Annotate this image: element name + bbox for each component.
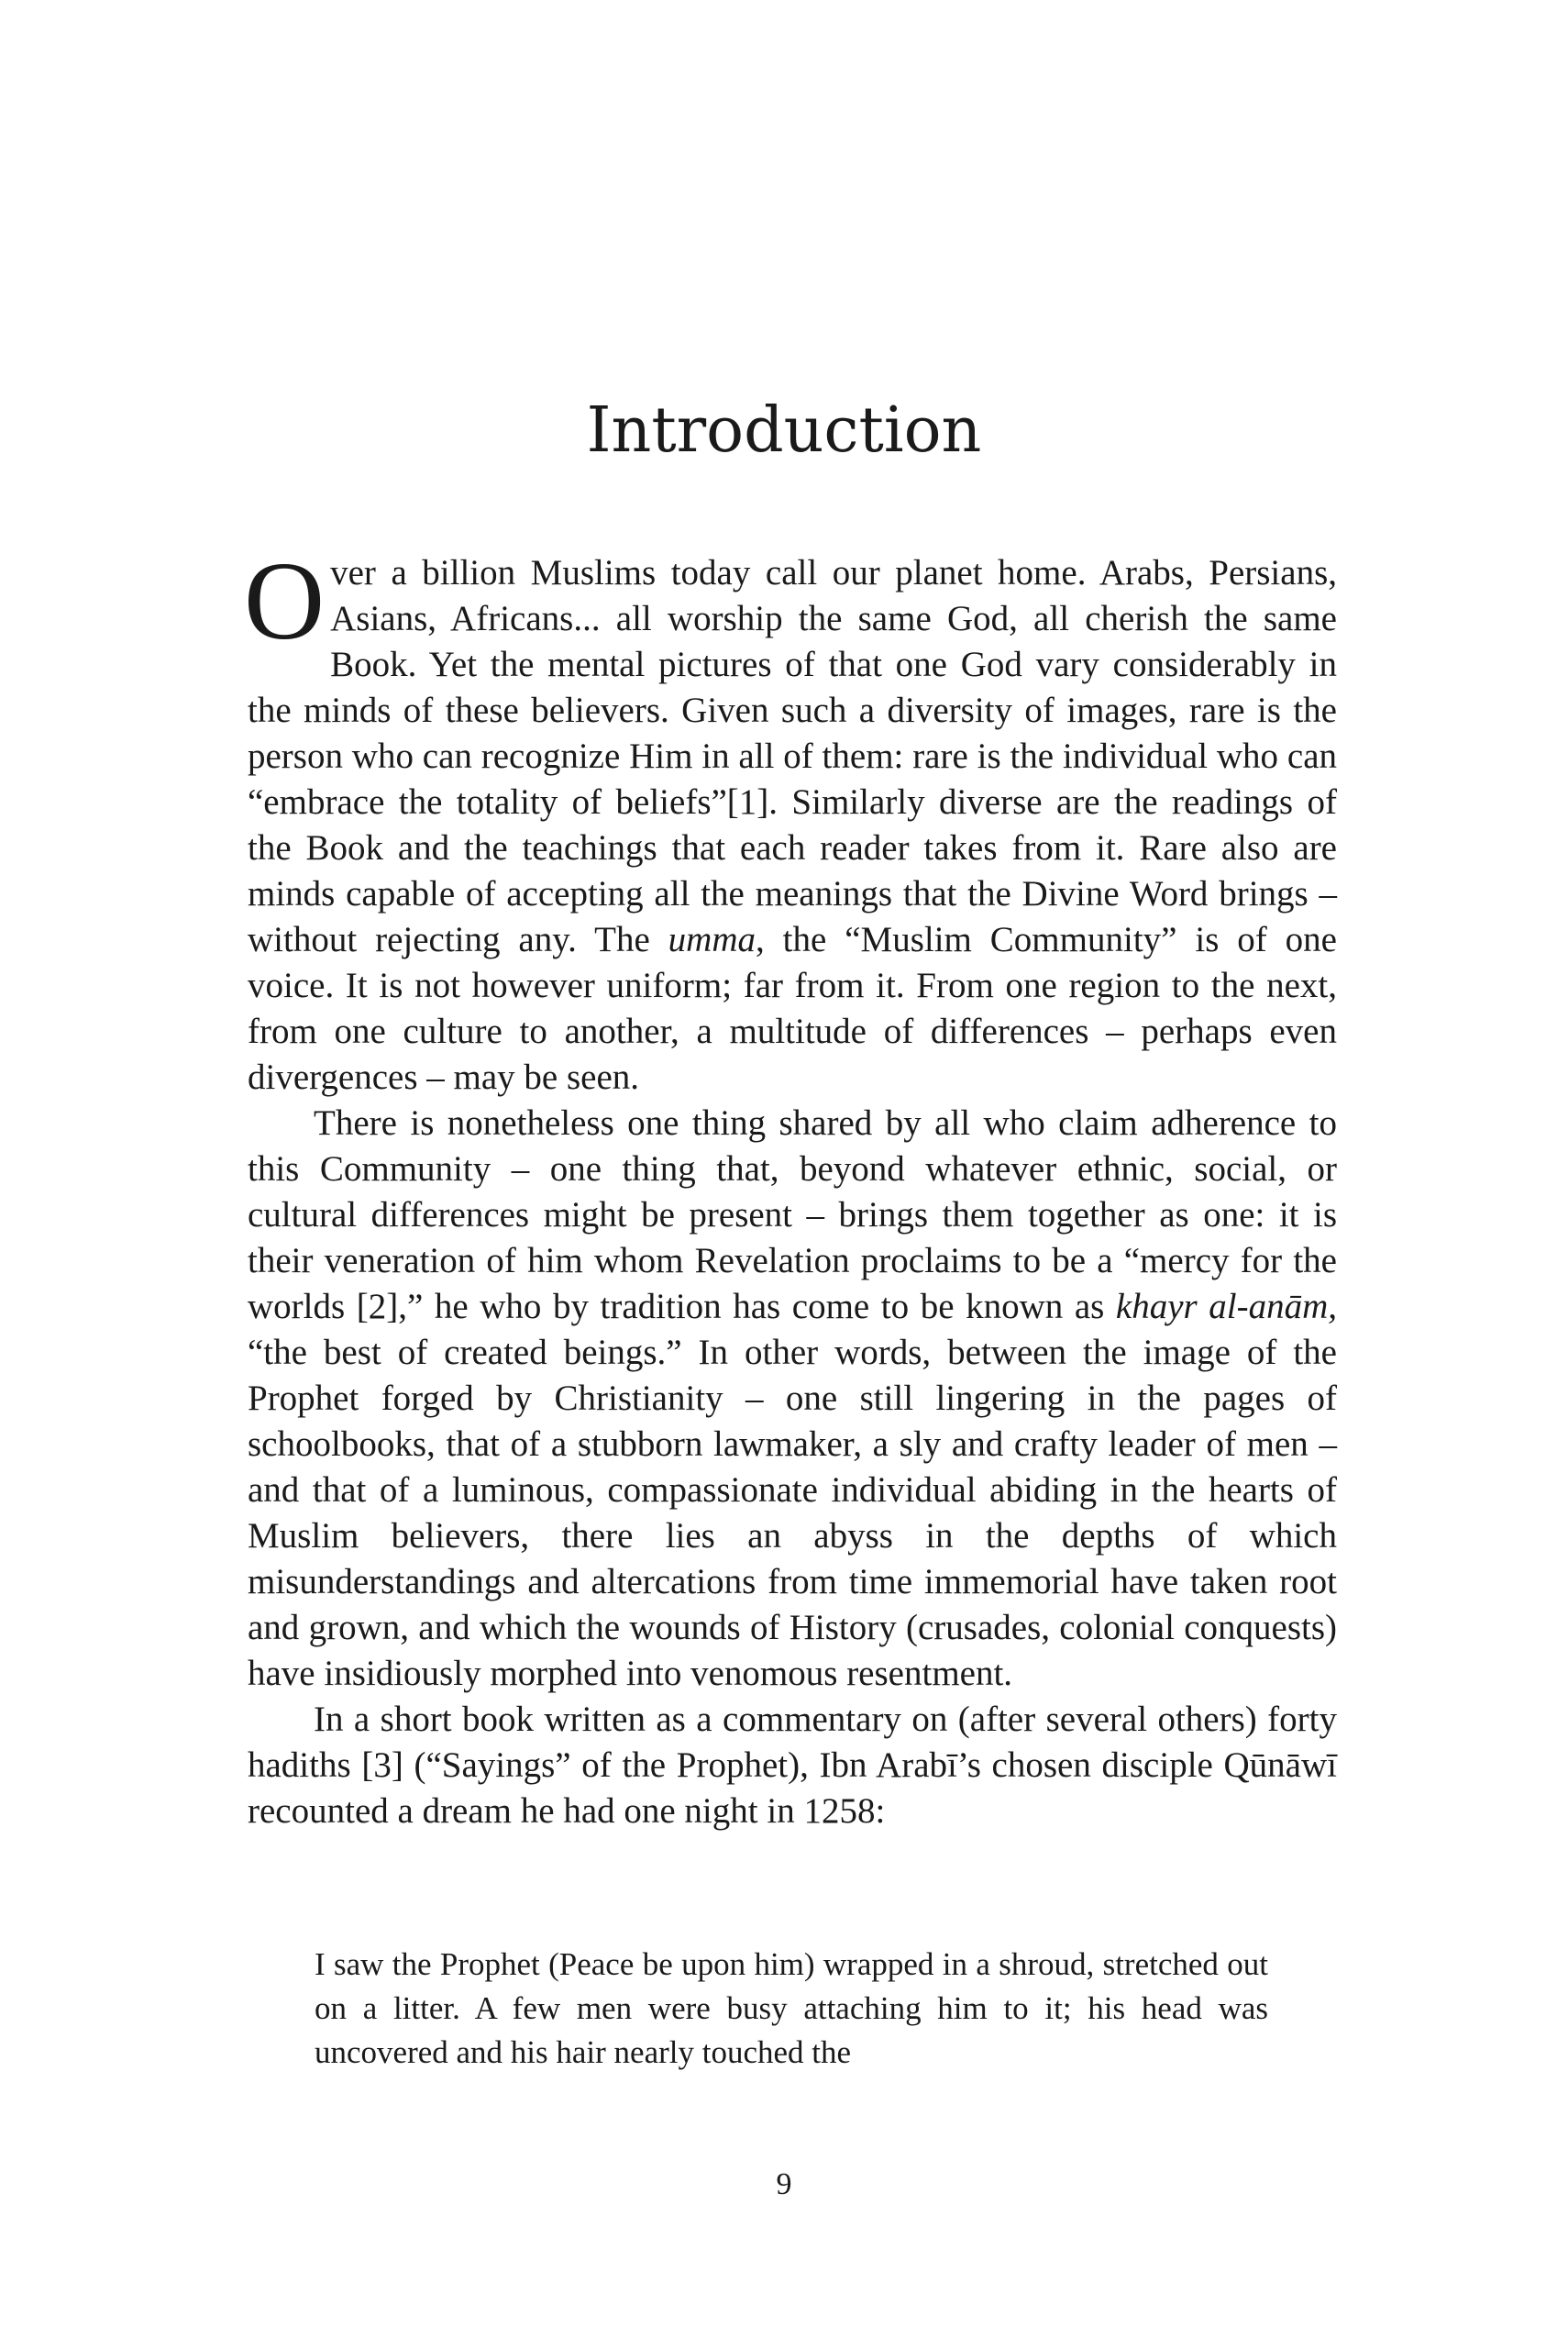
chapter-title: Introduction [586, 394, 982, 467]
drop-cap: O [244, 539, 326, 663]
term-umma: umma [668, 920, 756, 959]
term-khayr-al-anam: khayr al-anām, [1115, 1287, 1337, 1326]
block-quote-text: I saw the Prophet (Peace be upon him) wrapped in a shroud, stretched out on a litter. A few men were busy attaching him to it; his head was uncovered and his hair nearly touched the [315, 1946, 1268, 2070]
body-text [244, 539, 1337, 1834]
block-quote [315, 1943, 1268, 2075]
paragraph-2-text-a: There is nonetheless one thing shared by all who claim adherence to this Community – one thing that, beyond whatever ethnic, social, or cultural differences might be present – brings them together as one: it is their veneration of him whom Revelation proclaims to be a “mercy for the worlds [2],” he who by tradition has come to be known as [248, 1103, 1337, 1326]
paragraph-3: In a short book written as a commentary on (after several others) forty hadiths [3] (“Sayings” of the Prophet), Ibn Arabī’s chosen disciple Qūnāwī recounted a dream he had one night in 1258: [248, 1700, 1337, 1831]
paragraph-2-text-b: “the best of created beings.” In other words, between the image of the Prophet forged by Christianity – one still lingering in the pages of schoolbooks, that of a stubborn lawmaker, a sly and crafty leader of men – and that of a luminous, compassionate individual abiding in the hearts of Muslim believers, there lies an abyss in the depths of which misunderstandings and altercations from time immemorial have taken root and grown, and which the wounds of History (crusades, colonial conquests) have insidiously morphed into venomous resentment. [248, 1333, 1337, 1693]
paragraph-2 [248, 1101, 1337, 1697]
paragraph-1-text-a: ver a billion Muslims today call our planet home. Arabs, Persians, Asians, Africans... all worship the same God, all cherish the same Book. Yet the mental pictures of that one God vary considerably in the minds of these believers. Given such a diversity of images, rare is the person who can recognize Him in all of them: rare is the individual who can “embrace the totality of beliefs”[1]. Similarly diverse are the readings of the Book and the teachings that each reader takes from it. Rare also are minds capable of accepting all the meanings that the Divine Word brings – without rejecting any. The [248, 553, 1337, 959]
paragraph-1 [244, 539, 1337, 1101]
paragraph-1-text-b: , the “Muslim Community” is of one voice. It is not however uniform; far from it. From one region to the next, from one culture to another, a multitude of differences – perhaps even divergences – may be seen. [248, 920, 1337, 1097]
page-number: 9 [776, 2167, 792, 2201]
